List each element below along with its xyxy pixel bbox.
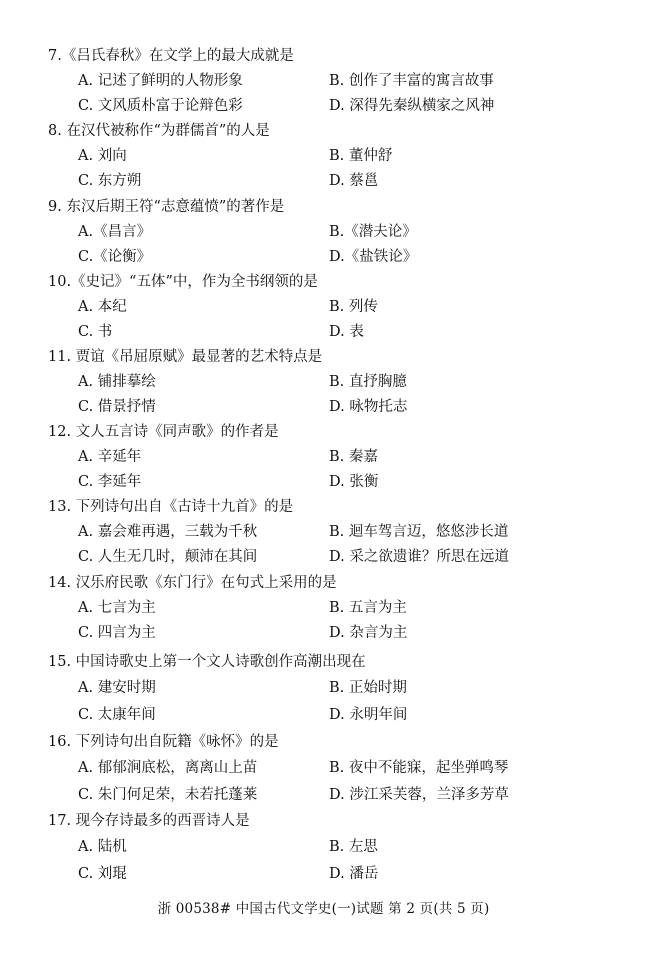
option-a: A. 本纪 <box>78 299 127 315</box>
option-b: B. 董仲舒 <box>329 148 393 164</box>
question-stem: 8. 在汉代被称作“为群儒首”的人是 <box>48 123 270 139</box>
option-c: C.《论衡》 <box>78 249 152 265</box>
option-b: B. 直抒胸臆 <box>329 374 407 390</box>
option-b: B. 正始时期 <box>329 680 407 696</box>
option-c: C. 朱门何足荣，未若托蓬莱 <box>78 787 258 803</box>
question-stem: 17. 现今存诗最多的西晋诗人是 <box>48 813 250 829</box>
option-d: D.《盐铁论》 <box>329 249 418 265</box>
option-d: D. 潘岳 <box>329 866 379 882</box>
option-d: D. 永明年间 <box>329 707 408 723</box>
option-a: A. 铺排摹绘 <box>78 374 156 390</box>
option-a: A. 刘向 <box>78 148 127 164</box>
option-d: D. 咏物托志 <box>329 399 408 415</box>
option-a: A. 郁郁涧底松，离离山上苗 <box>78 760 258 776</box>
option-a: A. 辛延年 <box>78 449 142 465</box>
option-d: D. 采之欲遗谁？所思在远道 <box>329 549 509 565</box>
question-stem: 14. 汉乐府民歌《东门行》在句式上采用的是 <box>48 575 337 591</box>
question-stem: 9. 东汉后期王符“志意蕴愤”的著作是 <box>48 199 285 215</box>
question-stem: 11. 贾谊《吊屈原赋》最显著的艺术特点是 <box>48 349 323 365</box>
option-a: A. 陆机 <box>78 839 127 855</box>
option-b: B. 左思 <box>329 839 378 855</box>
page-footer: 浙 00538# 中国古代文学史(一)试题 第 2 页(共 5 页) <box>157 901 490 917</box>
option-b: B. 列传 <box>329 299 378 315</box>
option-b: B. 夜中不能寐，起坐弹鸣琴 <box>329 760 509 776</box>
option-b: B.《潜夫论》 <box>329 224 417 240</box>
option-c: C. 四言为主 <box>78 625 156 641</box>
option-a: A. 七言为主 <box>78 600 156 616</box>
option-d: D. 涉江采芙蓉，兰泽多芳草 <box>329 787 509 803</box>
option-c: C. 书 <box>78 324 113 340</box>
question-stem: 13. 下列诗句出自《古诗十九首》的是 <box>48 499 294 515</box>
option-c: C. 借景抒情 <box>78 399 156 415</box>
option-d: D. 表 <box>329 324 364 340</box>
option-c: C. 文风质朴富于论辩色彩 <box>78 98 243 114</box>
option-b: B. 迴车驾言迈，悠悠涉长道 <box>329 524 509 540</box>
question-stem: 12. 文人五言诗《同声歌》的作者是 <box>48 424 279 440</box>
option-a: A. 嘉会难再遇，三载为千秋 <box>78 524 258 540</box>
option-c: C. 东方朔 <box>78 173 142 189</box>
question-stem: 15. 中国诗歌史上第一个文人诗歌创作高潮出现在 <box>48 654 366 670</box>
option-a: A. 建安时期 <box>78 680 156 696</box>
option-b: B. 五言为主 <box>329 600 407 616</box>
option-c: C. 李延年 <box>78 474 142 490</box>
option-b: B. 秦嘉 <box>329 449 378 465</box>
option-d: D. 深得先秦纵横家之风神 <box>329 98 495 114</box>
option-d: D. 蔡邕 <box>329 173 379 189</box>
option-d: D. 杂言为主 <box>329 625 408 641</box>
option-d: D. 张衡 <box>329 474 379 490</box>
option-a: A. 记述了鲜明的人物形象 <box>78 73 243 89</box>
question-stem: 7.《吕氏春秋》在文学上的最大成就是 <box>48 48 294 64</box>
option-a: A.《昌言》 <box>78 224 152 240</box>
option-b: B. 创作了丰富的寓言故事 <box>329 73 494 89</box>
question-stem: 16. 下列诗句出自阮籍《咏怀》的是 <box>48 734 279 750</box>
option-c: C. 太康年间 <box>78 707 156 723</box>
option-c: C. 刘琨 <box>78 866 127 882</box>
option-c: C. 人生无几时，颠沛在其间 <box>78 549 258 565</box>
question-stem: 10.《史记》“五体”中，作为全书纲领的是 <box>48 274 318 290</box>
